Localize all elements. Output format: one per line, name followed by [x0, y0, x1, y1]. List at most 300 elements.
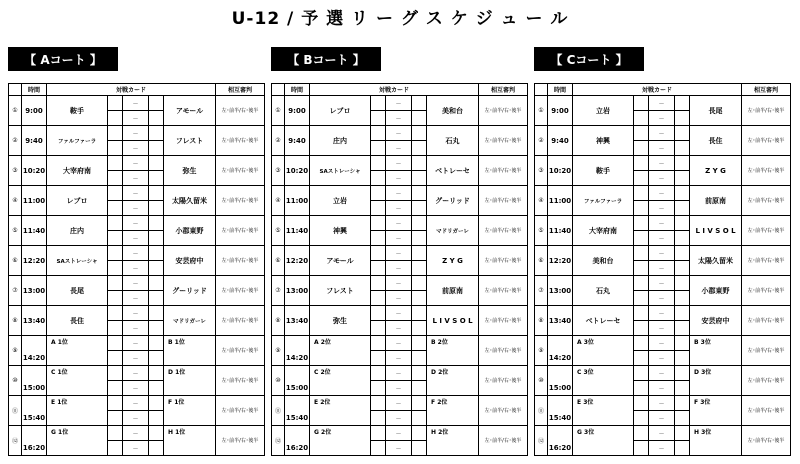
referee-note: 左･前半/右･後半: [479, 366, 528, 396]
score-right-2[interactable]: [149, 411, 164, 426]
team-left: C 2位: [310, 366, 371, 396]
match-time: 15:40: [548, 396, 573, 426]
table-row: [535, 156, 791, 171]
score-right-1[interactable]: [149, 396, 164, 411]
match-time: 10:20: [285, 156, 310, 186]
table-row: [272, 156, 528, 171]
score-left-1[interactable]: [634, 186, 649, 201]
team-right: ベトレーセ: [427, 156, 479, 186]
dash: －: [123, 261, 149, 276]
score-left-2[interactable]: [634, 291, 649, 306]
dash: －: [386, 111, 412, 126]
score-left-1[interactable]: [634, 396, 649, 411]
team-right: D 1位: [164, 366, 216, 396]
score-left-1[interactable]: [634, 366, 649, 381]
table-row: [9, 426, 265, 441]
score-left-2[interactable]: [371, 381, 386, 396]
match-time: 11:00: [548, 186, 573, 216]
team-left: G 1位: [47, 426, 108, 456]
dash: －: [123, 246, 149, 261]
dash: －: [649, 426, 675, 441]
score-right-2[interactable]: [149, 351, 164, 366]
score-left-2[interactable]: [108, 201, 123, 216]
referee-note: 左･前半/右･後半: [479, 426, 528, 456]
dash: －: [123, 171, 149, 186]
score-right-2[interactable]: [675, 171, 690, 186]
score-left-1[interactable]: [634, 216, 649, 231]
match-time: 13:00: [285, 276, 310, 306]
match-number: ⑧: [272, 306, 285, 336]
match-time: 15:00: [285, 366, 310, 396]
score-left-2[interactable]: [371, 111, 386, 126]
match-number: ⑫: [272, 426, 285, 456]
referee-note: 左･前半/右･後半: [742, 246, 791, 276]
referee-note: 左･前半/右･後半: [479, 216, 528, 246]
score-left-1[interactable]: [371, 396, 386, 411]
score-left-1[interactable]: [108, 156, 123, 171]
score-left-2[interactable]: [634, 381, 649, 396]
table-row: [9, 366, 265, 381]
score-right-1[interactable]: [149, 366, 164, 381]
table-row: [272, 96, 528, 111]
score-right-2[interactable]: [412, 291, 427, 306]
score-left-2[interactable]: [634, 441, 649, 456]
score-left-2[interactable]: [634, 231, 649, 246]
score-left-2[interactable]: [371, 201, 386, 216]
team-left: 弥生: [310, 306, 371, 336]
score-right-2[interactable]: [412, 111, 427, 126]
score-left-1[interactable]: [634, 126, 649, 141]
match-time: 9:00: [285, 96, 310, 126]
score-left-1[interactable]: [371, 186, 386, 201]
score-right-2[interactable]: [412, 231, 427, 246]
score-left-2[interactable]: [371, 351, 386, 366]
dash: －: [649, 351, 675, 366]
team-left: 神興: [573, 126, 634, 156]
score-left-2[interactable]: [634, 321, 649, 336]
score-right-2[interactable]: [412, 351, 427, 366]
score-right-2[interactable]: [412, 261, 427, 276]
match-number: ④: [9, 186, 22, 216]
referee-note: 左･前半/右･後半: [742, 366, 791, 396]
dash: －: [123, 186, 149, 201]
referee-note: 左･前半/右･後半: [216, 186, 265, 216]
dash: －: [649, 231, 675, 246]
dash: －: [386, 201, 412, 216]
team-left: C 1位: [47, 366, 108, 396]
match-number: ⑥: [9, 246, 22, 276]
score-left-1[interactable]: [634, 246, 649, 261]
referee-note: 左･前半/右･後半: [479, 186, 528, 216]
score-left-2[interactable]: [371, 291, 386, 306]
referee-note: 左･前半/右･後半: [742, 96, 791, 126]
table-row: [272, 336, 528, 351]
match-time: 9:40: [22, 126, 47, 156]
score-left-1[interactable]: [634, 426, 649, 441]
team-right: 小郡東野: [690, 276, 742, 306]
score-left-1[interactable]: [108, 126, 123, 141]
header-num: [535, 84, 548, 96]
score-right-1[interactable]: [412, 426, 427, 441]
score-left-1[interactable]: [371, 156, 386, 171]
score-right-1[interactable]: [675, 186, 690, 201]
score-right-2[interactable]: [675, 411, 690, 426]
dash: －: [386, 336, 412, 351]
score-left-2[interactable]: [371, 231, 386, 246]
referee-note: 左･前半/右･後半: [742, 216, 791, 246]
score-right-2[interactable]: [675, 441, 690, 456]
score-right-1[interactable]: [412, 186, 427, 201]
dash: －: [649, 261, 675, 276]
team-right: Z Y G: [690, 156, 742, 186]
score-left-2[interactable]: [371, 321, 386, 336]
team-left: E 2位: [310, 396, 371, 426]
team-right: マドリガーレ: [427, 216, 479, 246]
score-right-1[interactable]: [412, 366, 427, 381]
score-right-1[interactable]: [412, 216, 427, 231]
score-right-2[interactable]: [412, 171, 427, 186]
referee-note: 左･前半/右･後半: [216, 246, 265, 276]
dash: －: [386, 411, 412, 426]
dash: －: [386, 156, 412, 171]
score-left-2[interactable]: [108, 171, 123, 186]
score-left-1[interactable]: [371, 306, 386, 321]
referee-note: 左･前半/右･後半: [216, 396, 265, 426]
header-card: 対戦カード: [47, 84, 216, 96]
score-left-1[interactable]: [371, 366, 386, 381]
court-c-section: [534, 47, 790, 453]
dash: －: [123, 396, 149, 411]
team-right: D 3位: [690, 366, 742, 396]
score-right-2[interactable]: [412, 441, 427, 456]
match-time: 15:00: [22, 366, 47, 396]
score-right-1[interactable]: [149, 156, 164, 171]
score-right-1[interactable]: [149, 186, 164, 201]
match-time: 12:20: [22, 246, 47, 276]
team-right: 太陽久留米: [164, 186, 216, 216]
match-time: 15:40: [285, 396, 310, 426]
score-right-1[interactable]: [412, 156, 427, 171]
score-left-1[interactable]: [634, 96, 649, 111]
dash: －: [123, 441, 149, 456]
team-left: A 2位: [310, 336, 371, 366]
match-time: 9:40: [548, 126, 573, 156]
team-right: B 1位: [164, 336, 216, 366]
score-left-2[interactable]: [108, 441, 123, 456]
dash: －: [123, 141, 149, 156]
dash: －: [123, 336, 149, 351]
dash: －: [649, 171, 675, 186]
score-right-1[interactable]: [149, 246, 164, 261]
court-b-label: 【 Bコート 】: [271, 47, 381, 71]
score-left-2[interactable]: [634, 411, 649, 426]
score-left-1[interactable]: [108, 186, 123, 201]
table-row: [9, 276, 265, 291]
score-left-1[interactable]: [108, 276, 123, 291]
score-left-2[interactable]: [634, 201, 649, 216]
team-left: 庄内: [310, 126, 371, 156]
dash: －: [123, 366, 149, 381]
match-time: 14:20: [22, 336, 47, 366]
dash: －: [649, 111, 675, 126]
dash: －: [649, 126, 675, 141]
court-c-label: 【 Cコート 】: [534, 47, 644, 71]
referee-note: 左･前半/右･後半: [216, 426, 265, 456]
match-number: ③: [272, 156, 285, 186]
referee-note: 左･前半/右･後半: [216, 156, 265, 186]
score-right-2[interactable]: [412, 411, 427, 426]
score-right-1[interactable]: [675, 246, 690, 261]
score-left-2[interactable]: [108, 351, 123, 366]
score-right-2[interactable]: [149, 381, 164, 396]
score-right-2[interactable]: [675, 261, 690, 276]
score-left-2[interactable]: [634, 111, 649, 126]
score-right-1[interactable]: [412, 126, 427, 141]
score-right-2[interactable]: [149, 441, 164, 456]
score-right-1[interactable]: [412, 396, 427, 411]
table-row: [272, 366, 528, 381]
header-card: 対戦カード: [310, 84, 479, 96]
team-left: 美和台: [573, 246, 634, 276]
schedule-table: [271, 83, 528, 456]
team-right: 小郡東野: [164, 216, 216, 246]
dash: －: [649, 411, 675, 426]
table-row: [9, 336, 265, 351]
team-left: アモール: [310, 246, 371, 276]
schedule-table: [534, 83, 791, 456]
match-time: 9:40: [285, 126, 310, 156]
dash: －: [123, 411, 149, 426]
dash: －: [386, 231, 412, 246]
score-right-2[interactable]: [412, 141, 427, 156]
header-time: 時間: [285, 84, 310, 96]
score-right-2[interactable]: [675, 351, 690, 366]
score-right-2[interactable]: [149, 141, 164, 156]
score-left-2[interactable]: [108, 291, 123, 306]
dash: －: [123, 126, 149, 141]
score-left-2[interactable]: [108, 321, 123, 336]
dash: －: [649, 441, 675, 456]
score-left-2[interactable]: [108, 411, 123, 426]
team-left: 長住: [47, 306, 108, 336]
score-right-2[interactable]: [412, 381, 427, 396]
team-right: グーリッド: [427, 186, 479, 216]
score-left-1[interactable]: [371, 126, 386, 141]
table-row: [272, 426, 528, 441]
dash: －: [649, 276, 675, 291]
score-left-2[interactable]: [371, 411, 386, 426]
score-left-1[interactable]: [108, 216, 123, 231]
score-left-1[interactable]: [108, 426, 123, 441]
score-left-1[interactable]: [371, 426, 386, 441]
match-time: 11:40: [548, 216, 573, 246]
score-right-2[interactable]: [149, 171, 164, 186]
team-right: B 2位: [427, 336, 479, 366]
match-time: 11:40: [285, 216, 310, 246]
table-row: [9, 126, 265, 141]
referee-note: 左･前半/右･後半: [742, 156, 791, 186]
referee-note: 左･前半/右･後半: [479, 96, 528, 126]
score-left-2[interactable]: [108, 261, 123, 276]
match-time: 13:00: [548, 276, 573, 306]
score-right-1[interactable]: [412, 306, 427, 321]
score-left-2[interactable]: [108, 111, 123, 126]
score-left-2[interactable]: [634, 171, 649, 186]
score-right-2[interactable]: [412, 321, 427, 336]
team-left: SAストレーシャ: [47, 246, 108, 276]
team-left: 石丸: [573, 276, 634, 306]
match-number: ⑪: [272, 396, 285, 426]
dash: －: [386, 261, 412, 276]
match-number: ④: [535, 186, 548, 216]
table-header-row: [272, 84, 528, 96]
score-left-1[interactable]: [634, 276, 649, 291]
team-left: A 3位: [573, 336, 634, 366]
score-right-2[interactable]: [675, 231, 690, 246]
score-left-1[interactable]: [371, 336, 386, 351]
match-number: ⑦: [272, 276, 285, 306]
score-right-1[interactable]: [675, 216, 690, 231]
score-right-2[interactable]: [675, 201, 690, 216]
score-right-1[interactable]: [675, 426, 690, 441]
dash: －: [123, 321, 149, 336]
score-left-1[interactable]: [371, 216, 386, 231]
header-ref: 相互審判: [479, 84, 528, 96]
score-right-1[interactable]: [412, 276, 427, 291]
score-left-2[interactable]: [634, 351, 649, 366]
dash: －: [649, 201, 675, 216]
team-left: 大宰府南: [47, 156, 108, 186]
table-row: [9, 396, 265, 411]
score-right-1[interactable]: [412, 336, 427, 351]
header-ref: 相互審判: [742, 84, 791, 96]
team-left: フレスト: [310, 276, 371, 306]
dash: －: [649, 141, 675, 156]
team-right: L I V S O L: [690, 216, 742, 246]
score-right-1[interactable]: [675, 336, 690, 351]
score-left-1[interactable]: [634, 306, 649, 321]
score-left-1[interactable]: [108, 396, 123, 411]
score-right-2[interactable]: [149, 291, 164, 306]
header-time: 時間: [548, 84, 573, 96]
match-number: ⑦: [9, 276, 22, 306]
table-row: [272, 216, 528, 231]
score-left-2[interactable]: [371, 261, 386, 276]
score-left-1[interactable]: [108, 336, 123, 351]
score-right-1[interactable]: [149, 96, 164, 111]
match-number: ①: [272, 96, 285, 126]
table-row: [535, 396, 791, 411]
table-row: [535, 186, 791, 201]
score-right-1[interactable]: [675, 396, 690, 411]
score-left-1[interactable]: [634, 336, 649, 351]
match-number: ④: [272, 186, 285, 216]
match-number: ⑩: [272, 366, 285, 396]
team-right: フレスト: [164, 126, 216, 156]
match-time: 14:20: [548, 336, 573, 366]
dash: －: [386, 96, 412, 111]
score-right-2[interactable]: [149, 231, 164, 246]
score-right-1[interactable]: [149, 276, 164, 291]
team-right: マドリガーレ: [164, 306, 216, 336]
score-right-2[interactable]: [149, 201, 164, 216]
score-right-2[interactable]: [149, 321, 164, 336]
score-left-1[interactable]: [108, 306, 123, 321]
team-left: E 3位: [573, 396, 634, 426]
score-right-1[interactable]: [675, 156, 690, 171]
score-right-1[interactable]: [675, 306, 690, 321]
score-left-2[interactable]: [108, 231, 123, 246]
team-right: 太陽久留米: [690, 246, 742, 276]
dash: －: [649, 156, 675, 171]
referee-note: 左･前半/右･後半: [479, 336, 528, 366]
score-left-1[interactable]: [371, 96, 386, 111]
table-row: [9, 246, 265, 261]
score-right-2[interactable]: [675, 111, 690, 126]
header-card: 対戦カード: [573, 84, 742, 96]
table-row: [535, 216, 791, 231]
score-left-2[interactable]: [371, 441, 386, 456]
match-number: ③: [9, 156, 22, 186]
team-left: SAストレーシャ: [310, 156, 371, 186]
score-right-2[interactable]: [675, 141, 690, 156]
team-left: A 1位: [47, 336, 108, 366]
score-right-1[interactable]: [149, 336, 164, 351]
score-left-1[interactable]: [108, 366, 123, 381]
score-left-1[interactable]: [634, 156, 649, 171]
dash: －: [123, 96, 149, 111]
table-row: [9, 216, 265, 231]
referee-note: 左･前半/右･後半: [742, 276, 791, 306]
score-right-1[interactable]: [675, 366, 690, 381]
score-right-2[interactable]: [412, 201, 427, 216]
team-right: 前原南: [427, 276, 479, 306]
score-right-1[interactable]: [149, 126, 164, 141]
score-right-2[interactable]: [675, 321, 690, 336]
score-right-1[interactable]: [149, 426, 164, 441]
referee-note: 左･前半/右･後半: [479, 276, 528, 306]
score-left-1[interactable]: [108, 96, 123, 111]
score-right-1[interactable]: [412, 246, 427, 261]
score-right-2[interactable]: [149, 261, 164, 276]
team-right: Z Y G: [427, 246, 479, 276]
score-right-1[interactable]: [675, 276, 690, 291]
score-left-1[interactable]: [108, 246, 123, 261]
score-left-2[interactable]: [634, 141, 649, 156]
table-row: [535, 246, 791, 261]
dash: －: [386, 276, 412, 291]
score-right-1[interactable]: [149, 306, 164, 321]
score-left-2[interactable]: [108, 141, 123, 156]
table-row: [272, 306, 528, 321]
score-right-1[interactable]: [675, 96, 690, 111]
score-right-1[interactable]: [412, 96, 427, 111]
score-right-2[interactable]: [675, 381, 690, 396]
score-right-2[interactable]: [149, 111, 164, 126]
score-left-1[interactable]: [371, 276, 386, 291]
team-left: 鞍手: [573, 156, 634, 186]
score-left-2[interactable]: [634, 261, 649, 276]
dash: －: [123, 351, 149, 366]
score-left-2[interactable]: [108, 381, 123, 396]
score-left-1[interactable]: [371, 246, 386, 261]
score-right-1[interactable]: [675, 126, 690, 141]
score-right-1[interactable]: [149, 216, 164, 231]
table-row: [535, 306, 791, 321]
score-left-2[interactable]: [371, 141, 386, 156]
score-right-2[interactable]: [675, 291, 690, 306]
score-left-2[interactable]: [371, 171, 386, 186]
